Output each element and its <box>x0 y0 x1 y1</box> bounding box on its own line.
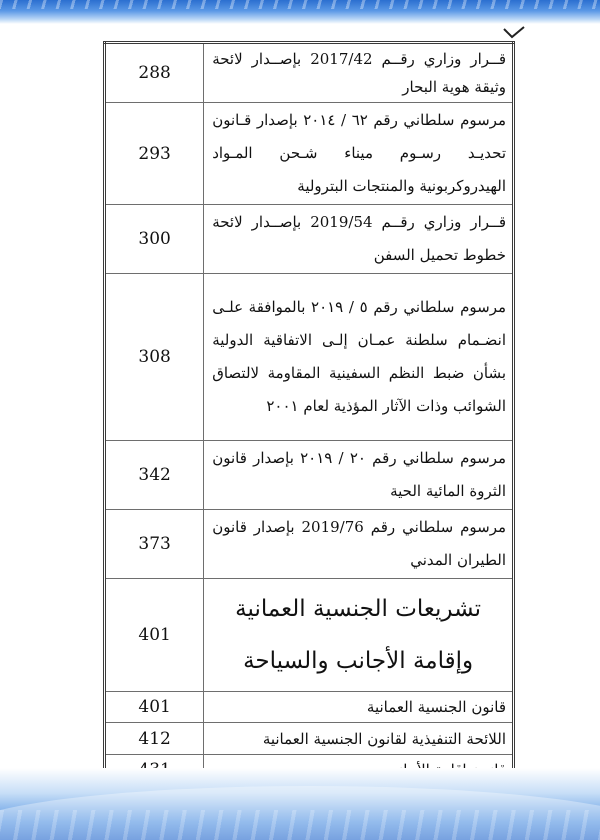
page-number: 373 <box>105 510 204 579</box>
bottom-decorative-band <box>0 768 600 840</box>
table-row <box>105 274 514 441</box>
entry-title: قانون الجنسية العمانية <box>204 692 514 723</box>
entry-title: مرسوم سلطاني رقم ٦٢ / ٢٠١٤ بإصدار قـانون تحديـد رسـوم ميناء شـحن المـواد الهيدروكربونية والمنتجات البترولية <box>204 103 514 205</box>
entry-title: قــرار وزاري رقــم 2017/42 بإصــدار لائحة وثيقة هوية البحار <box>204 43 514 103</box>
page-number: 300 <box>105 205 204 274</box>
entry-title: مرسوم سلطاني رقم ٥ / ٢٠١٩ بالموافقة علـى انضـمام سلطنة عمـان إلـى الاتفاقية الدولية بشأن ضبط النظم السفينية المقاومة لالتصاق الشوائب وذات الآثار المؤذية لعام ٢٠٠١ <box>204 274 514 441</box>
page-number: 401 <box>105 579 204 692</box>
table-row <box>105 692 514 723</box>
table-row <box>105 43 514 103</box>
entry-title: اللائحة التنفيذية لقانون الجنسية العمانية <box>204 723 514 755</box>
page-number: 342 <box>105 441 204 510</box>
page-number: 412 <box>105 723 204 755</box>
entry-title: مرسوم سلطاني رقم ٢٠ / ٢٠١٩ بإصدار قانون الثروة المائية الحية <box>204 441 514 510</box>
table-row <box>105 103 514 205</box>
section-heading: تشريعات الجنسية العمانية وإقامة الأجانب والسياحة <box>204 579 514 692</box>
table-of-contents <box>103 41 515 788</box>
corner-check-mark <box>503 26 525 40</box>
table-row <box>105 723 514 755</box>
page-number: 308 <box>105 274 204 441</box>
table-row <box>105 441 514 510</box>
page-number: 401 <box>105 692 204 723</box>
top-decorative-band <box>0 0 600 24</box>
page-number: 293 <box>105 103 204 205</box>
table-row <box>105 579 514 692</box>
table-row <box>105 510 514 579</box>
entry-title: مرسوم سلطاني رقم 2019/76 بإصدار قانون الطيران المدني <box>204 510 514 579</box>
page-number: 288 <box>105 43 204 103</box>
entry-title: قــرار وزاري رقــم 2019/54 بإصــدار لائحة خطوط تحميل السفن <box>204 205 514 274</box>
table-row <box>105 205 514 274</box>
